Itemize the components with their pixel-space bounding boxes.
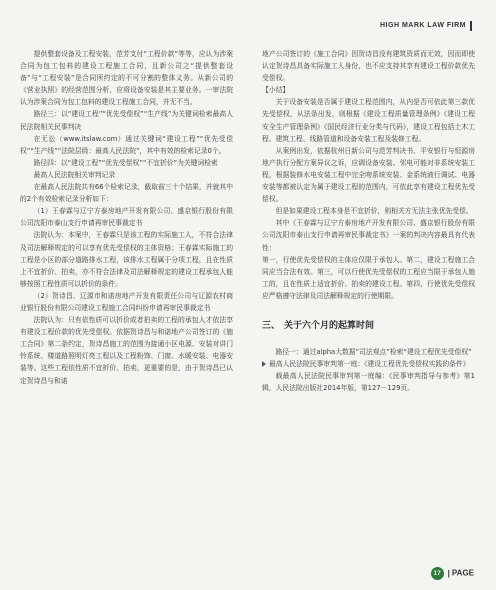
paragraph: 路径三：以“建设工程”“优先受偿权”“生产线”为关键词检索最高人民法院相关民事判决 (20, 110, 233, 131)
footer-divider: | (447, 568, 450, 578)
section-heading-text: 关于六个月的起算时间 (284, 320, 375, 331)
header-divider (470, 21, 472, 31)
paragraph: 最高人民法院相关审判记录 (33, 170, 116, 179)
case-title: （2）贺诗昌、辽源市和诺房地产开发有限责任公司与辽源农村商业银行股份有限公司建设工程施工合同纠纷申请再审民事裁定书 (20, 291, 233, 312)
section-heading (262, 320, 475, 332)
paragraph: 法院认为：本案中，王春霖只是该工程的实际施工人，不符合法律及司法解释规定的可以享有优先受偿权的主体资格；王春霖实际施工的工程是小区的部分道路排水工程，该排水工程属于分项工程，且在性质上不宜折价、拍卖，亦不符合法律及司法解释规定的建设工程承包人能够按照工程性质可以折价的条件。 (20, 231, 233, 288)
firm-name: HIGH MARK LAW FIRM (380, 22, 466, 29)
paragraph: 在无讼（www.itslaw.com）通过关键词“建设工程”“优先受偿权”“生产线”“法院层级：最高人民法院”，其中有效的检索记录0个。 (20, 134, 233, 155)
section-number: 三、 (262, 320, 281, 331)
paragraph: 提供整套设备及工程安装，范芳支付“工程价款”等等，应认为涉案合同为包工包料的建设工程施工合同，且新公司之“提供整套设备”与“工程安装”是合同所约定的不可分割的整体义务。从新公司的《营业执照》的经营范围分析，应将设备安装是其主要业务。一审法院认为涉案合同为包工包料的建设工程施工合同，并无不当。 (20, 50, 233, 107)
citation: 载最高人民法院民事审判第一庭编：《民事审判指导与参考》第1辑，人民法院出版社2014年版，第127－129页。 (262, 372, 475, 393)
right-column (262, 48, 475, 394)
page-number: 17 (431, 567, 444, 580)
page-label: PAGE (451, 568, 474, 578)
paragraph: 第一，行使优先受偿权的主体应仅限于承包人。第二，建设工程施工合同应当合法有效。第三，可以行使优先受偿权的工程应当限于承包人施工的，且在性质上适宜折价、拍卖的建设工程。第四，行使优先受偿权应严格遵守法律及司法解释规定的行使期限。 (262, 255, 475, 300)
paragraph: 从案例出发，依据杭州日新公司与范芳判决书、平安银行与恒源房地产执行分配方案异议之诉，应调设备安装、邻电可能对非系统安装工程，根据装修水电安装工程中完全吻系统安装、金系统液行调试、电器安装等都被认定为属于建设工程的范围内，可依此享有建设工程优先受偿权。 (262, 146, 475, 204)
summary-title: 【小结】 (262, 86, 290, 95)
paragraph: 法院认为：只有依性质可以折价或者拍卖的工程的承包人才依法享有建设工程价款的优先受偿权。依据贺诗昌与和诺地产公司签订的《施工合同》第二条约定，贺诗昌施工的范围为接通小区电源、安装对讲门铃系统、楼道路照明灯亮工程以及工程粉饰、门窗、水暖安装、电器安装等。这些工程依性质不宜折价、拍卖，更重要的是，由于贺诗昌已认定贺诗昌与和诺 (20, 316, 233, 385)
paragraph: 在最高人民法院共有66个检索记录，截取前三十个结果，并就其中的2个有效检索记录分析如下： (20, 183, 233, 204)
paragraph: 路径一：通过alpha大数据“司法观点”检索“建设工程优先受偿权” (275, 348, 472, 357)
paragraph: 路径四：以“建设工程”“优先受偿权”“不宜折价”为关键词检索 (33, 158, 218, 167)
paragraph: 其中《王春霖与辽宁方泰房地产开发有限公司、盛京银行股份有限公司沈阳市泰山支行申请再审民事裁定书》一案的判决内容最具有代表性： (262, 219, 475, 252)
page-footer (431, 567, 474, 580)
triangle-bullet-icon (262, 361, 266, 367)
paragraph: 关于设备安装是否属于建设工程范围内，从内是否可依此第三款优先受偿权，从法条出发，则根据《建设工程质量管理条例》《建设工程安全生产管理条例》《国民经济行业分类与代码》，建设工程包括土木工程、建筑工程、线路管道和设备安装工程及装修工程。 (262, 98, 475, 143)
case-title: （1）王春霖与辽宁方泰房地产开发有限公司、盛京银行股份有限公司沈阳市泰山支行申请再审民事裁定书 (20, 207, 233, 228)
bullet-item (262, 358, 475, 370)
paragraph: 但是如果建设工程本身是不宜折价，则相关方无法主张优先受偿。 (275, 207, 473, 216)
left-column (20, 48, 233, 387)
paragraph: 地产公司签订的《施工合同》因贺诗昌没有建筑资质而无效，因而即使认定贺诗昌具备实际施工人身份，也不应支持其享有建设工程价款优先受偿权。 (262, 50, 475, 83)
bullet-text: 最高人民法院民事审判第一庭：《建设工程优先受偿权实践的条件》 (269, 360, 470, 369)
page-header (0, 18, 496, 38)
